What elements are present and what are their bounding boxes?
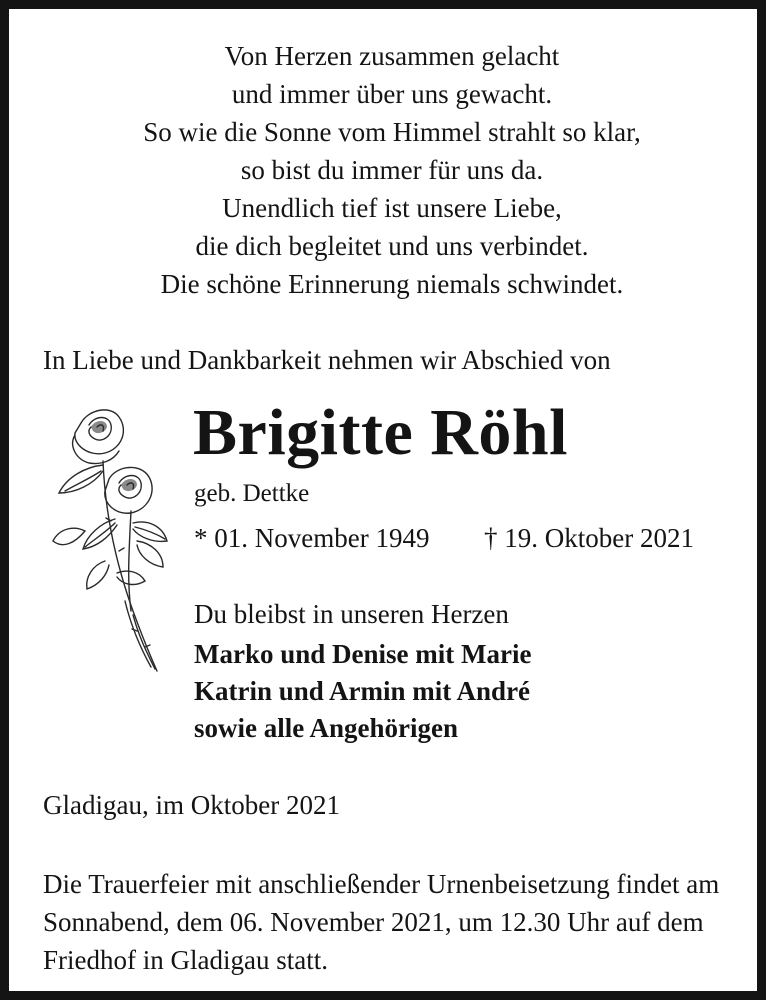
farewell-intro: In Liebe und Dankbarkeit nehmen wir Abschied von <box>43 345 611 375</box>
mourner-line: Marko und Denise mit Marie <box>194 639 532 669</box>
mourner-line: sowie alle Angehörigen <box>194 713 458 743</box>
birth-date: * 01. November 1949 <box>194 523 430 553</box>
mourners-intro: Du bleibst in unseren Herzen <box>194 599 509 629</box>
deceased-name: Brigitte Röhl <box>193 396 568 469</box>
poem-line: so bist du immer für uns da. <box>240 155 544 185</box>
funeral-details: Die Trauerfeier mit anschließender Urnenbeisetzung findet am Sonnabend, dem 06. November 2021, um 12.30 Uhr auf dem Friedhof in Gladigau statt. <box>43 869 720 975</box>
poem-line: die dich begleitet und uns verbindet. <box>195 231 589 261</box>
poem-line: und immer über uns gewacht. <box>231 79 553 109</box>
life-dates <box>194 521 694 555</box>
poem-line: Die schöne Erinnerung niemals schwindet. <box>160 269 624 299</box>
poem <box>9 37 766 303</box>
rose-icon <box>45 401 171 677</box>
poem-line: Von Herzen zusammen gelacht <box>224 41 560 71</box>
poem-line: Unendlich tief ist unsere Liebe, <box>222 193 562 223</box>
birth-name: geb. Dettke <box>194 480 310 507</box>
poem-line: So wie die Sonne vom Himmel strahlt so klar, <box>143 117 641 147</box>
place-date: Gladigau, im Oktober 2021 <box>43 790 340 820</box>
death-date: † 19. Oktober 2021 <box>484 523 694 553</box>
mourner-line: Katrin und Armin mit André <box>194 676 531 706</box>
mourners-list <box>194 636 531 747</box>
